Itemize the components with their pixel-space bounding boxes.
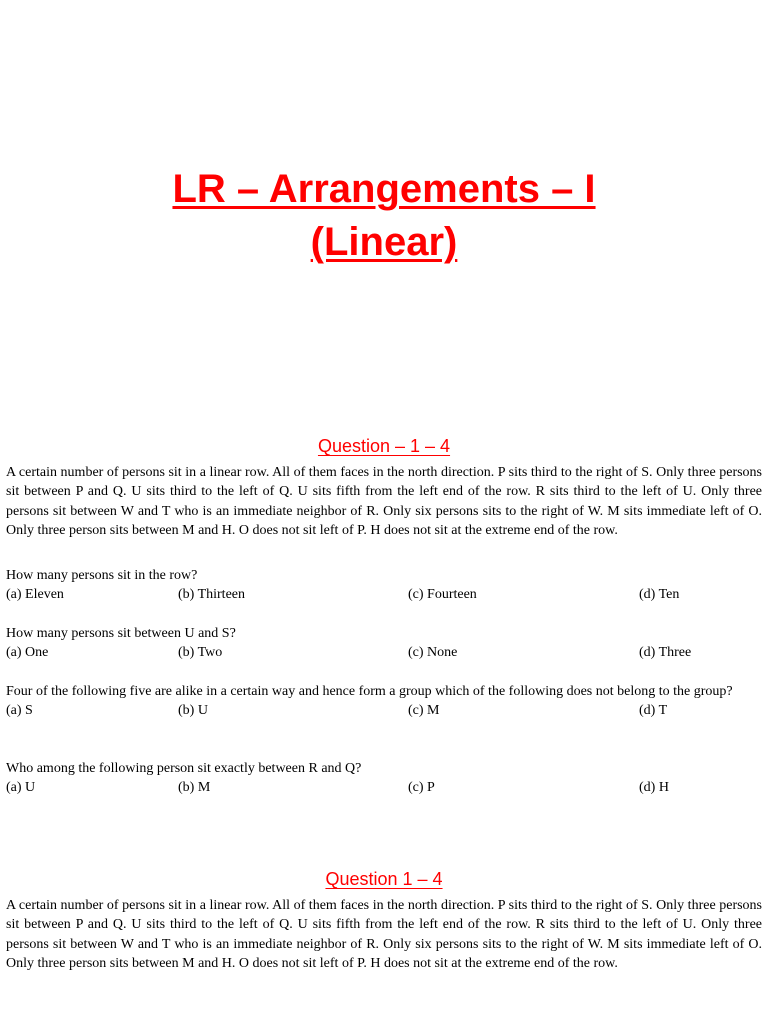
section-heading-1: Question – 1 – 4 [317, 436, 451, 456]
option-a: (a) One [6, 645, 49, 661]
option-a: (a) U [6, 780, 36, 796]
options-row [6, 585, 762, 605]
question-1 [6, 566, 762, 605]
passage-1: A certain number of persons sit in a linear row. All of them faces in the north direction. P sits third to the right of S. Only three persons sit between P and Q. U sits third to the left of Q. U sits fifth from the left end of the row. R sits third to the left of U. Only three persons sit between W and T who is an immediate neighbor of R. Only six persons sits to the right of W. M sits immediate left of O. Only three person sits between M and H. O does not sit left of P. H does not sit at the extreme end of the row. [6, 465, 762, 538]
question-text: How many persons sit in the row? [6, 568, 198, 583]
option-d: (d) Three [639, 645, 692, 661]
options-row [6, 701, 762, 721]
option-c: (c) Fourteen [408, 587, 477, 603]
question-text: How many persons sit between U and S? [6, 626, 236, 641]
question-2 [6, 624, 762, 663]
question-text: Who among the following person sit exactly between R and Q? [6, 761, 362, 776]
passage-2: A certain number of persons sit in a linear row. All of them faces in the north direction. P sits third to the right of S. Only three persons sit between P and Q. U sits third to the left of Q. U sits fifth from the left end of the row. R sits third to the left of U. Only three persons sit between W and T who is an immediate neighbor of R. Only six persons sits to the right of W. M sits immediate left of O. Only three person sits between M and H. O does not sit left of P. H does not sit at the extreme end of the row. [6, 898, 762, 971]
option-b: (b) Thirteen [178, 587, 245, 603]
question-3 [6, 682, 762, 721]
section-heading-2: Question 1 – 4 [325, 869, 443, 889]
option-b: (b) M [178, 780, 211, 796]
option-b: (b) Two [178, 645, 223, 661]
page-title-line-1: LR – Arrangements – I [172, 167, 596, 211]
option-d: (d) Ten [639, 587, 680, 603]
options-row [6, 643, 762, 663]
option-a: (a) S [6, 703, 33, 719]
options-row [6, 778, 762, 798]
option-b: (b) U [178, 703, 208, 719]
option-c: (c) P [408, 780, 435, 796]
question-text: Four of the following five are alike in a certain way and hence form a group which of the following does not belong to the group? [6, 684, 733, 699]
option-c: (c) None [408, 645, 458, 661]
option-d: (d) T [639, 703, 668, 719]
option-a: (a) Eleven [6, 587, 64, 603]
option-d: (d) H [639, 780, 669, 796]
page-title-line-2: (Linear) [310, 220, 458, 264]
question-4 [6, 759, 762, 798]
option-c: (c) M [408, 703, 440, 719]
